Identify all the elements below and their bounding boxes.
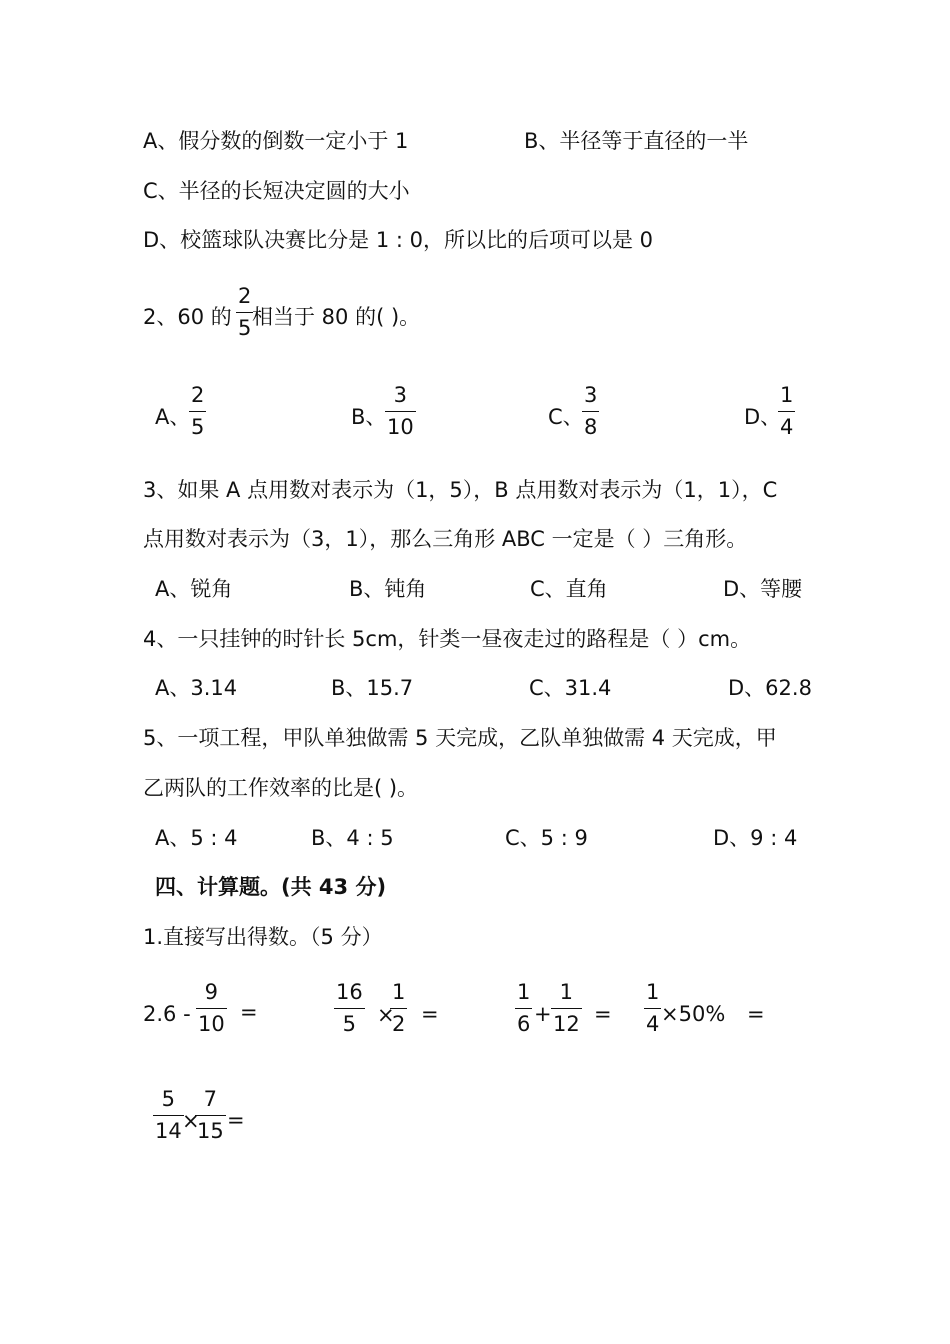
section-4-title: 四、计算题。(共 43 分) [155, 875, 387, 899]
q3-line1: 3、如果 A 点用数对表示为（1，5），B 点用数对表示为（1，1），C [143, 478, 778, 502]
denominator: 6 [517, 1012, 531, 1036]
q3-option-a: A、锐角 [155, 577, 233, 601]
calc-1-fraction [196, 982, 227, 1035]
denominator: 8 [584, 415, 598, 439]
q2-fraction-denominator: 5 [238, 316, 252, 340]
calc-4-tail: ×50% [661, 1002, 726, 1026]
numerator: 5 [161, 1087, 176, 1111]
numerator: 2 [191, 383, 205, 407]
denominator: 14 [155, 1119, 182, 1143]
calc-2-fraction-b [390, 982, 407, 1035]
q1-option-d: D、校篮球队决赛比分是 1 : 0，所以比的后项可以是 0 [143, 228, 654, 252]
calc-4-fraction [644, 982, 661, 1035]
numerator: 1 [559, 980, 574, 1004]
q2-option-b-label: B、 [351, 405, 387, 429]
denominator: 10 [387, 415, 414, 439]
q4-option-c: C、31.4 [529, 676, 612, 700]
denominator: 12 [553, 1012, 580, 1036]
q2-prefix: 2、60 的 [143, 305, 232, 329]
numerator: 1 [392, 980, 406, 1004]
calc-5-fraction-b [195, 1089, 226, 1142]
calc-3-fraction-b [551, 982, 582, 1035]
calc-1-equals: = [240, 1000, 258, 1024]
calc-3-fraction-a [515, 982, 532, 1035]
q3-option-b: B、钝角 [349, 577, 427, 601]
q4-option-b: B、15.7 [331, 676, 414, 700]
numerator: 1 [780, 383, 794, 407]
numerator: 3 [584, 383, 598, 407]
denominator: 15 [197, 1119, 224, 1143]
q2-fraction [236, 286, 253, 339]
numerator: 3 [393, 383, 408, 407]
q2-option-c-fraction [582, 385, 599, 438]
numerator: 1 [517, 980, 531, 1004]
q2-suffix: 相当于 80 的( )。 [252, 305, 421, 329]
q5-line2: 乙两队的工作效率的比是( )。 [143, 776, 419, 800]
calc-2-equals: = [421, 1002, 439, 1026]
denominator: 2 [392, 1012, 406, 1036]
q2-fraction-numerator: 2 [238, 284, 252, 308]
denominator: 4 [780, 415, 794, 439]
q4-option-d: D、62.8 [728, 676, 812, 700]
q2-option-a-fraction [189, 385, 206, 438]
calc-2-fraction-a [334, 982, 365, 1035]
calc-2-operator: × [377, 1003, 395, 1027]
q1-option-c: C、半径的长短决定圆的大小 [143, 179, 410, 203]
numerator: 1 [646, 980, 660, 1004]
q2-option-c-label: C、 [548, 405, 584, 429]
numerator: 7 [203, 1087, 218, 1111]
denominator: 4 [646, 1012, 660, 1036]
denominator: 10 [198, 1012, 225, 1036]
calc-1-lead: 2.6 - [143, 1002, 191, 1026]
calc-3-operator: + [534, 1002, 552, 1026]
q4-option-a: A、3.14 [155, 676, 238, 700]
section-4-subtitle: 1.直接写出得数。（5 分） [143, 925, 383, 949]
numerator: 9 [204, 980, 219, 1004]
q2-option-d-label: D、 [744, 405, 782, 429]
q5-option-b: B、4 : 5 [311, 826, 394, 850]
denominator: 5 [342, 1012, 357, 1036]
denominator: 5 [191, 415, 205, 439]
q3-line2: 点用数对表示为（3，1），那么三角形 ABC 一定是（ ）三角形。 [143, 527, 748, 551]
calc-5-fraction-a [153, 1089, 184, 1142]
calc-3-equals: = [594, 1002, 612, 1026]
q5-option-c: C、5 : 9 [505, 826, 588, 850]
q1-option-a: A、假分数的倒数一定小于 1 [143, 129, 409, 153]
q5-line1: 5、一项工程，甲队单独做需 5 天完成，乙队单独做需 4 天完成，甲 [143, 726, 777, 750]
calc-5-equals: = [227, 1108, 245, 1132]
calc-5-operator: × [182, 1109, 200, 1133]
numerator: 16 [336, 980, 363, 1004]
q5-option-a: A、5 : 4 [155, 826, 238, 850]
q2-option-a-label: A、 [155, 405, 191, 429]
q3-option-d: D、等腰 [723, 577, 803, 601]
calc-4-equals: = [747, 1002, 765, 1026]
q5-option-d: D、9 : 4 [713, 826, 798, 850]
q2-option-b-fraction [385, 385, 416, 438]
q4-text: 4、一只挂钟的时针长 5cm，针类一昼夜走过的路程是（ ）cm。 [143, 627, 752, 651]
q2-option-d-fraction [778, 385, 795, 438]
q1-option-b: B、半径等于直径的一半 [524, 129, 749, 153]
q3-option-c: C、直角 [530, 577, 608, 601]
